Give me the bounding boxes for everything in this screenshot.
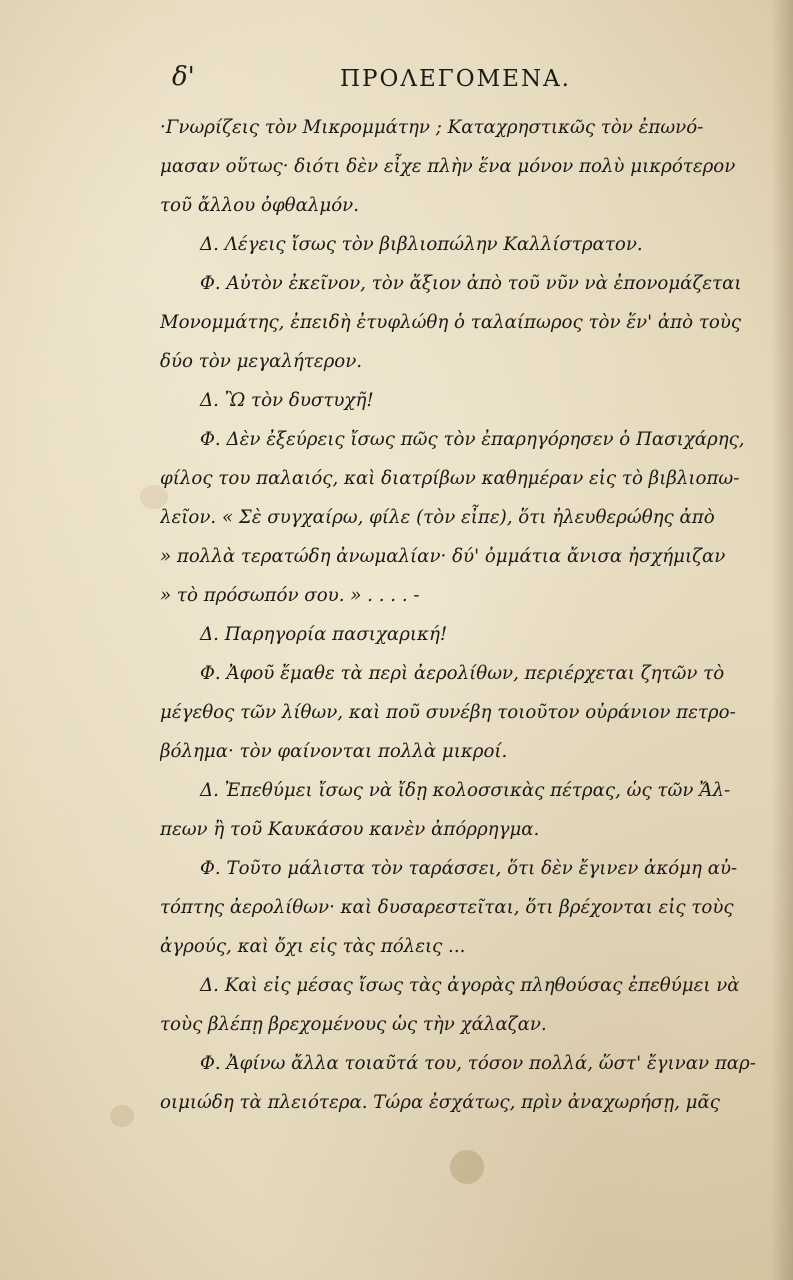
text-line: » πολλὰ τερατώδη ἀνωμαλίαν· δύ' ὀμμάτια ἄνισα ἠσχήμιζαν: [160, 546, 726, 567]
page-header: [0, 62, 793, 102]
text-line: μέγεθος τῶν λίθων, καὶ ποῦ συνέβη τοιοῦτον οὐράνιον πετρο-: [160, 702, 736, 723]
text-line: Φ. Ἀφίνω ἄλλα τοιαῦτά του, τόσον πολλά, ὥστ' ἔγιναν παρ-: [200, 1053, 756, 1074]
text-line: Δ. Ὢ τὸν δυστυχῆ!: [200, 390, 374, 411]
text-line: Φ. Δὲν ἐξεύρεις ἴσως πῶς τὸν ἐπαρηγόρησεν ὁ Πασιχάρης,: [200, 429, 745, 450]
text-line: οιμιώδη τὰ πλειότερα. Τώρα ἐσχάτως, πρὶν ἀναχωρήσῃ, μᾶς: [160, 1092, 720, 1113]
text-line: τοὺς βλέπῃ βρεχομένους ὡς τὴν χάλαζαν.: [160, 1014, 547, 1035]
text-line: τόπτης ἀερολίθων· καὶ δυσαρεστεῖται, ὅτι βρέχονται εἰς τοὺς: [160, 897, 734, 918]
text-line: βόλημα· τὸν φαίνονται πολλὰ μικροί.: [160, 741, 508, 762]
text-line: πεων ἢ τοῦ Καυκάσου κανὲν ἀπόρρηγμα.: [160, 819, 540, 840]
text-line: τοῦ ἄλλου ὀφθαλμόν.: [160, 195, 360, 216]
text-line: Δ. Παρηγορία πασιχαρική!: [200, 624, 448, 645]
text-line: » τὸ πρόσωπόν σου. » . . . . -: [160, 585, 420, 606]
text-line: ἀγρούς, καὶ ὄχι εἰς τὰς πόλεις ...: [160, 936, 466, 957]
text-line: Φ. Τοῦτο μάλιστα τὸν ταράσσει, ὅτι δὲν ἔγινεν ἀκόμη αὐ-: [200, 858, 738, 879]
page-edge-shadow: [771, 0, 793, 1280]
text-line: μασαν οὕτως· διότι δὲν εἶχε πλὴν ἕνα μόνον πολὺ μικρότερον: [160, 156, 736, 177]
text-line: λεῖον. « Σὲ συγχαίρω, φίλε (τὸν εἶπε), ὅτι ἠλευθερώθης ἀπὸ: [160, 507, 715, 528]
foxing-stain: [450, 1150, 484, 1184]
text-line: Δ. Καὶ εἰς μέσας ἴσως τὰς ἀγορὰς πληθούσας ἐπεθύμει νὰ: [200, 975, 740, 996]
text-line: δύο τὸν μεγαλήτερον.: [160, 351, 363, 372]
text-line: Δ. Λέγεις ἴσως τὸν βιβλιοπώλην Καλλίστρατον.: [200, 234, 643, 255]
page-number: δ': [172, 62, 195, 92]
body-text: [160, 108, 770, 1128]
text-line: Δ. Ἐπεθύμει ἴσως νὰ ἴδῃ κολοσσικὰς πέτρας, ὡς τῶν Ἄλ-: [200, 780, 731, 801]
foxing-stain: [110, 1105, 134, 1127]
text-line: Μονομμάτης, ἐπειδὴ ἐτυφλώθη ὁ ταλαίπωρος τὸν ἕν' ἀπὸ τοὺς: [160, 312, 742, 333]
text-line: Φ. Αὐτὸν ἐκεῖνον, τὸν ἄξιον ἀπὸ τοῦ νῦν νὰ ἐπονομάζεται: [200, 273, 742, 294]
running-head: ΠΡΟΛΕΓΟΜΕΝΑ.: [340, 66, 571, 92]
text-line: φίλος του παλαιός, καὶ διατρίβων καθημέραν εἰς τὸ βιβλιοπω-: [160, 468, 740, 489]
text-line: Φ. Ἀφοῦ ἔμαθε τὰ περὶ ἀερολίθων, περιέρχεται ζητῶν τὸ: [200, 663, 725, 684]
text-line: ·Γνωρίζεις τὸν Μικρομμάτην ; Καταχρηστικῶς τὸν ἐπωνό-: [160, 117, 704, 138]
